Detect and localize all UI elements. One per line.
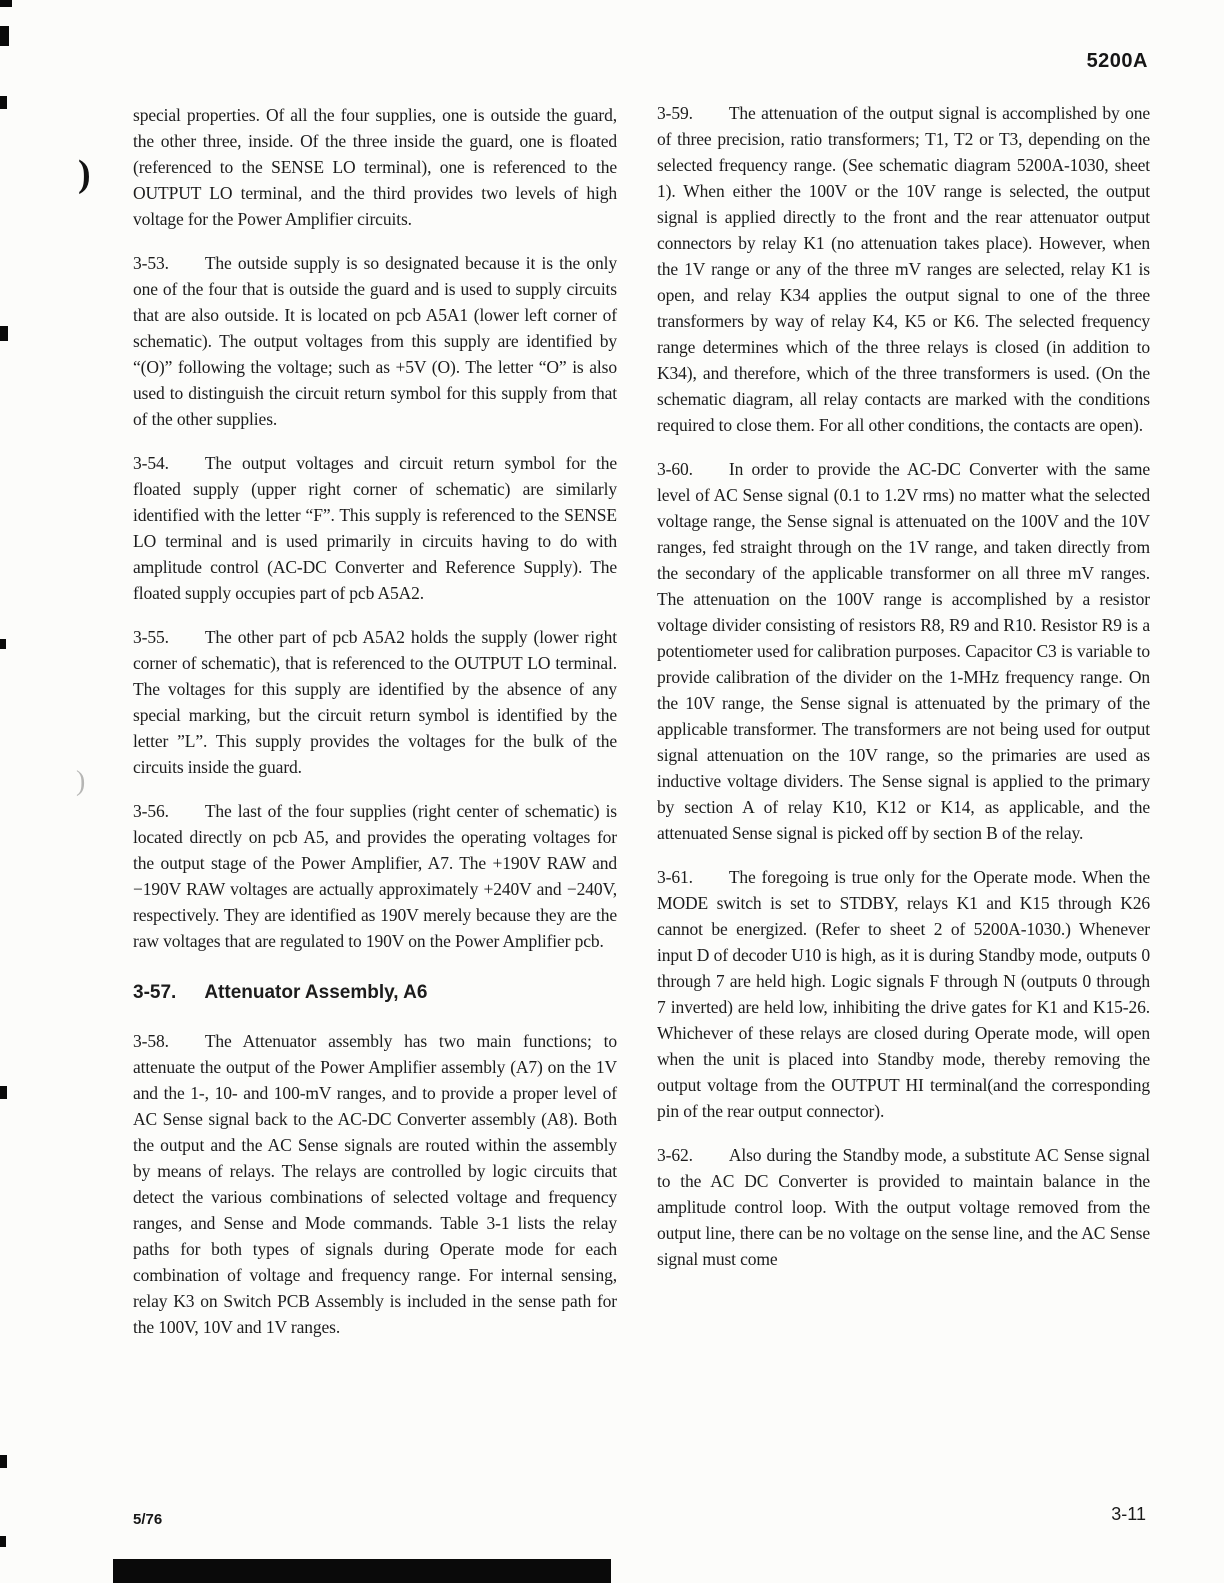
paragraph-text: The other part of pcb A5A2 holds the supply (lower right corner of schematic), that is referenced to the OUTPUT LO terminal. The voltages for this supply are identified by the absence of any special marking, but the circuit return symbol is identified by the letter ”L”. This supply provides the voltages for the bulk of the circuits inside the guard. [133,627,617,777]
paragraph-3-54 [133,450,617,606]
scan-artifact [0,1086,7,1099]
paragraph-3-59 [657,100,1150,438]
paragraph-3-60 [657,456,1150,846]
scan-artifact [0,1536,6,1547]
paragraph-text: The Attenuator assembly has two main functions; to attenuate the output of the Power Amplifier assembly (A7) on the 1V and the 1-, 10- and 100-mV ranges, and to provide a proper level of AC Sense signal back to the AC-DC Converter assembly (A8). Both the output and the AC Sense signals are routed within the assembly by means of relays. The relays are controlled by logic circuits that detect the various combinations of selected voltage and frequency ranges, and Sense and Mode commands. Table 3-1 lists the relay paths for both types of signals during Operate mode for each combination of voltage and frequency range. For internal sensing, relay K3 on Switch PCB Assembly is included in the sense path for the 100V, 10V and 1V ranges. [133,1031,617,1337]
revision-date: 5/76 [133,1511,163,1528]
paragraph-number: 3-58. [133,1031,169,1051]
right-column [657,100,1150,1290]
paragraph-text: The attenuation of the output signal is accomplished by one of three precision, ratio transformers; T1, T2 or T3, depending on the selected frequency range. (See schematic diagram 5200A-1030, sheet 1). When either the 100V or the 10V range is selected, the output signal is applied directly to the front and the rear attenuator output connectors by relay K1 (no attenuation takes place). However, when the 1V range or any of the three mV ranges are selected, relay K1 is open, and relay K34 applies the output signal to one of the three transformers by way of relay K4, K5 or K6. The selected frequency range determines which of the three relays is closed (in addition to K34), and therefore, which of the three transformers is used. (On the schematic diagram, all relay contacts are marked with the conditions required to close them. For all other conditions, the contacts are open). [657,103,1150,435]
section-heading-3-57 [133,980,617,1006]
scan-artifact [0,26,9,46]
paragraph-number: 3-55. [133,627,169,647]
doc-number: 5200A [1086,50,1148,72]
paragraph-3-55 [133,624,617,780]
scan-artifact [0,639,6,649]
scan-artifact [0,326,8,341]
paragraph-text: The foregoing is true only for the Operate mode. When the MODE switch is set to STDBY, relays K1 and K15 through K26 cannot be energized. (Refer to sheet 2 of 5200A-1030.) Whenever input D of decoder U10 is high, as it is during Standby mode, outputs 0 through 7 are held high. Logic signals F through N (outputs 0 through 7 inverted) are held low, inhibiting the drive gates for K1 and K15-26. Whichever of these relays are closed during Operate mode, will open when the unit is placed into Standby mode, thereby removing the output voltage from the OUTPUT HI terminal(and the corresponding pin of the rear output connector). [657,867,1150,1121]
paragraph-number: 3-60. [657,459,693,479]
paragraph-number: 3-56. [133,801,169,821]
page-number: 3-11 [1111,1504,1146,1524]
pen-mark: ) [76,766,86,797]
left-column [133,102,617,1358]
pen-mark: ) [78,153,91,195]
paragraph-3-53 [133,250,617,432]
scan-artifact [0,0,12,7]
paragraph-text: special properties. Of all the four supplies, one is outside the guard, the other three, inside. Of the three inside the guard, one is floated (referenced to the SENSE LO terminal), one is referenced to the OUTPUT LO terminal, and the third provides two levels of high voltage for the Power Amplifier circuits. [133,105,617,229]
paragraph-text: Also during the Standby mode, a substitute AC Sense signal to the AC DC Converter is provided to maintain balance in the amplitude control loop. With the output voltage removed from the output line, there can be no voltage on the sense line, and the AC Sense signal must come [657,1145,1150,1269]
paragraph-3-58 [133,1028,617,1340]
paragraph-continuation [133,102,617,232]
paragraph-number: 3-54. [133,453,169,473]
paragraph-text: The outside supply is so designated because it is the only one of the four that is outside the guard and is used to supply circuits that are also outside. It is located on pcb A5A1 (lower left corner of schematic). The output voltages from this supply are identified by “(O)” following the voltage; such as +5V (O). The letter “O” is also used to distinguish the circuit return symbol for this supply from that of the other supplies. [133,253,617,429]
paragraph-text: In order to provide the AC-DC Converter with the same level of AC Sense signal (0.1 to 1.2V rms) no matter what the selected voltage range, the Sense signal is attenuated on the 100V and the 10V ranges, fed straight through on the 1V range, and taken directly from the secondary of the applicable transformer on all three mV ranges. The attenuation on the 100V range is accomplished by a resistor voltage divider consisting of resistors R8, R9 and R10. Resistor R9 is a potentiometer used for calibration purposes. Capacitor C3 is variable to provide calibration of the divider on the 1-MHz frequency range. On the 10V range, the Sense signal is attenuated by the primary of the applicable transformer. The transformers are not being used for output signal attenuation on the 10V range, so the primaries are used as inductive voltage dividers. The Sense signal is applied to the primary by section A of relay K10, K12 or K14, as applicable, and the attenuated Sense signal is picked off by section B of the relay. [657,459,1150,843]
scan-artifact-bottom-bar [113,1559,611,1583]
paragraph-number: 3-53. [133,253,169,273]
paragraph-number: 3-61. [657,867,693,887]
heading-number: 3-57. [133,982,177,1003]
paragraph-3-61 [657,864,1150,1124]
paragraph-text: The last of the four supplies (right center of schematic) is located directly on pcb A5, and provides the operating voltages for the output stage of the Power Amplifier, A7. The +190V RAW and −190V RAW voltages are actually approximately +240V and −240V, respectively. They are identified as 190V merely because they are the raw voltages that are regulated to 190V on the Power Amplifier pcb. [133,801,617,951]
paragraph-text: The output voltages and circuit return symbol for the floated supply (upper right corner of schematic) are similarly identified with the letter “F”. This supply is referenced to the SENSE LO terminal and is used primarily in circuits having to do with amplitude control (AC-DC Converter and Reference Supply). The floated supply occupies part of pcb A5A2. [133,453,617,603]
scan-artifact [0,96,7,109]
scan-artifact [0,1455,7,1468]
paragraph-number: 3-59. [657,103,693,123]
paragraph-3-56 [133,798,617,954]
paragraph-3-62 [657,1142,1150,1272]
paragraph-number: 3-62. [657,1145,693,1165]
heading-title: Attenuator Assembly, A6 [204,982,428,1003]
